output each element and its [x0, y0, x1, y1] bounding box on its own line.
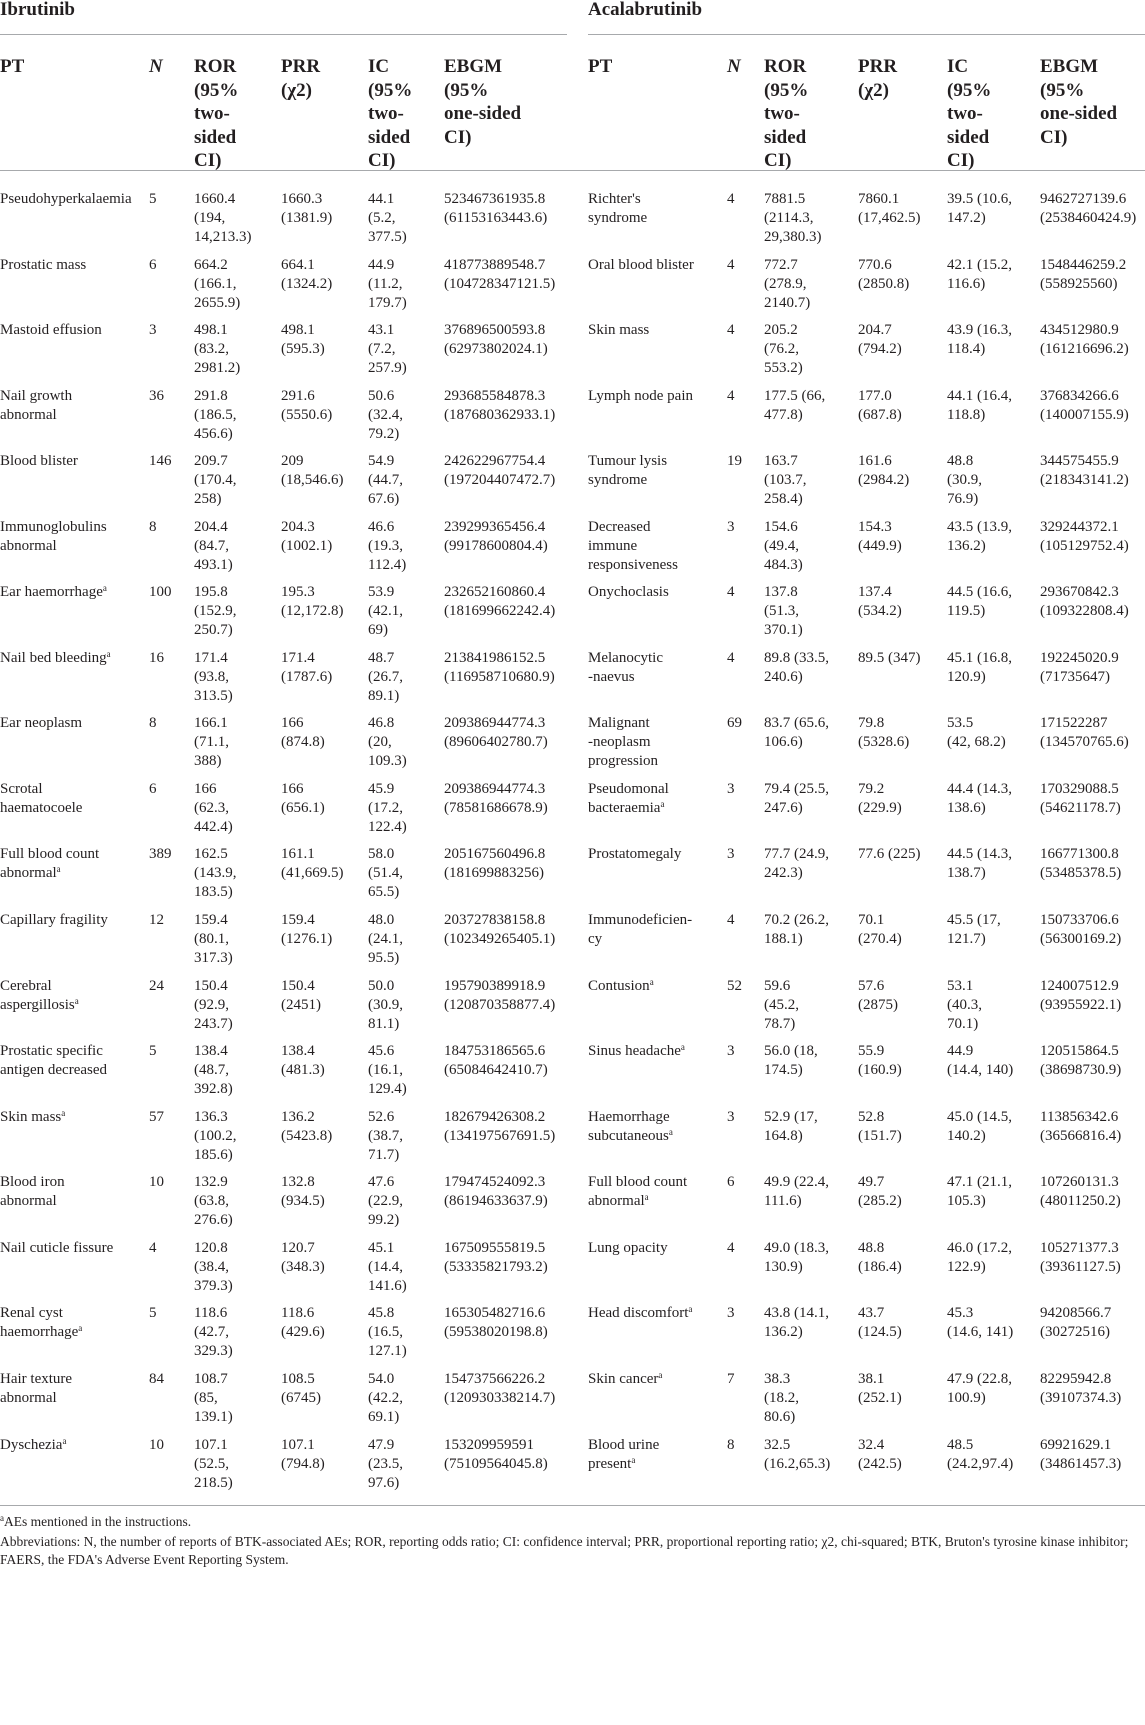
- cell-n-ibrutinib: 16: [149, 650, 164, 666]
- cell-pt-ibrutinib: Prostatic mass: [0, 257, 87, 273]
- cell-ror-ibrutinib: 162.5 (143.9, 183.5): [194, 846, 237, 900]
- cell-prr-ibrutinib: 138.4 (481.3): [281, 1043, 325, 1078]
- cell-ror-acalabrutinib: 205.2 (76.2, 553.2): [764, 322, 803, 376]
- cell-n-acalabrutinib: 19: [727, 453, 742, 469]
- footnote-mark: a: [56, 864, 61, 874]
- cell-prr-acalabrutinib: 79.2 (229.9): [858, 781, 902, 816]
- cell-prr-acalabrutinib: 154.3 (449.9): [858, 519, 902, 554]
- cell-pt-ibrutinib: Hair texture abnormal: [0, 1371, 73, 1406]
- cell-ic-ibrutinib: 46.8 (20, 109.3): [368, 715, 407, 769]
- col-header-n-acalabrutinib: N: [727, 56, 741, 77]
- cell-pt-ibrutinib: Full blood count abnormal$^a$: [0, 846, 100, 881]
- cell-prr-ibrutinib: 118.6 (429.6): [281, 1305, 325, 1340]
- cell-ic-acalabrutinib: 42.1 (15.2, 116.6): [947, 257, 1012, 292]
- cell-ic-acalabrutinib: 39.5 (10.6, 147.2): [947, 191, 1012, 226]
- cell-pt-ibrutinib: Mastoid effusion: [0, 322, 102, 338]
- cell-ror-acalabrutinib: 70.2 (26.2, 188.1): [764, 912, 829, 947]
- cell-ic-acalabrutinib: 45.3 (14.6, 141): [947, 1305, 1014, 1340]
- cell-ebgm-acalabrutinib: 113856342.6 (36566816.4): [1040, 1109, 1122, 1144]
- cell-ebgm-ibrutinib: 205167560496.8 (181699883256): [444, 846, 546, 881]
- cell-pt-acalabrutinib: Decreased immune responsiveness: [588, 519, 678, 573]
- cell-ebgm-acalabrutinib: 1548446259.2 (558925560): [1040, 257, 1127, 292]
- cell-pt-acalabrutinib: Haemorrhage subcutaneous$^a$: [588, 1109, 673, 1144]
- cell-ror-acalabrutinib: 7881.5 (2114.3, 29,380.3): [764, 191, 822, 245]
- cell-prr-ibrutinib: 159.4 (1276.1): [281, 912, 333, 947]
- cell-pt-acalabrutinib: Contusion$^a$: [588, 977, 654, 994]
- cell-pt-acalabrutinib: Head discomfort$^a$: [588, 1304, 693, 1321]
- cell-ic-acalabrutinib: 46.0 (17.2, 122.9): [947, 1240, 1012, 1275]
- cell-prr-acalabrutinib: 49.7 (285.2): [858, 1174, 902, 1209]
- cell-ebgm-ibrutinib: 179474524092.3 (86194633637.9): [444, 1174, 548, 1209]
- cell-ror-acalabrutinib: 32.5 (16.2,65.3): [764, 1437, 831, 1472]
- cell-ror-ibrutinib: 291.8 (186.5, 456.6): [194, 388, 237, 442]
- cell-pt-ibrutinib: Ear neoplasm: [0, 715, 83, 731]
- cell-prr-acalabrutinib: 7860.1 (17,462.5): [858, 191, 921, 226]
- cell-ebgm-acalabrutinib: 150733706.6 (56300169.2): [1040, 912, 1122, 947]
- cell-n-ibrutinib: 5: [149, 191, 157, 207]
- cell-ic-acalabrutinib: 45.5 (17, 121.7): [947, 912, 1001, 947]
- cell-ebgm-acalabrutinib: 192245020.9 (71735647): [1040, 650, 1119, 685]
- cell-ic-ibrutinib: 47.9 (23.5, 97.6): [368, 1437, 403, 1491]
- footnote-a-text: AEs mentioned in the instructions.: [4, 1514, 192, 1529]
- cell-ic-ibrutinib: 44.1 (5.2, 377.5): [368, 191, 407, 245]
- cell-ebgm-acalabrutinib: 94208566.7 (30272516): [1040, 1305, 1112, 1340]
- cell-prr-acalabrutinib: 204.7 (794.2): [858, 322, 902, 357]
- cell-prr-ibrutinib: 498.1 (595.3): [281, 322, 325, 357]
- cell-ebgm-acalabrutinib: 171522287 (134570765.6): [1040, 715, 1129, 750]
- cell-pt-acalabrutinib: Prostatomegaly: [588, 846, 682, 862]
- cell-n-acalabrutinib: 3: [727, 781, 735, 797]
- cell-ebgm-acalabrutinib: 293670842.3 (109322808.4): [1040, 584, 1129, 619]
- cell-ror-ibrutinib: 136.3 (100.2, 185.6): [194, 1109, 237, 1163]
- cell-prr-ibrutinib: 132.8 (934.5): [281, 1174, 325, 1209]
- cell-ic-acalabrutinib: 45.0 (14.5, 140.2): [947, 1109, 1012, 1144]
- cell-prr-acalabrutinib: 77.6 (225): [858, 846, 921, 862]
- cell-n-acalabrutinib: 4: [727, 912, 735, 928]
- cell-ebgm-acalabrutinib: 9462727139.6 (2538460424.9): [1040, 191, 1137, 226]
- cell-ic-ibrutinib: 58.0 (51.4, 65.5): [368, 846, 403, 900]
- cell-pt-acalabrutinib: Tumour lysis syndrome: [588, 453, 668, 488]
- cell-pt-ibrutinib: Pseudohyperkalaemia: [0, 191, 132, 207]
- cell-ror-acalabrutinib: 49.9 (22.4, 111.6): [764, 1174, 829, 1209]
- cell-pt-acalabrutinib: Lymph node pain: [588, 388, 693, 404]
- cell-ebgm-acalabrutinib: 434512980.9 (161216696.2): [1040, 322, 1129, 357]
- group-underline: [0, 34, 567, 35]
- cell-pt-acalabrutinib: Pseudomonal bacteraemia$^a$: [588, 781, 669, 816]
- cell-n-acalabrutinib: 4: [727, 257, 735, 273]
- cell-n-acalabrutinib: 69: [727, 715, 742, 731]
- cell-ebgm-acalabrutinib: 69921629.1 (34861457.3): [1040, 1437, 1122, 1472]
- cell-n-ibrutinib: 5: [149, 1043, 157, 1059]
- footnote-mark: a: [658, 1370, 663, 1380]
- cell-n-acalabrutinib: 3: [727, 1109, 735, 1125]
- cell-ic-ibrutinib: 54.9 (44.7, 67.6): [368, 453, 403, 507]
- cell-ror-acalabrutinib: 177.5 (66, 477.8): [764, 388, 826, 423]
- header-rule: [0, 170, 1145, 171]
- cell-prr-ibrutinib: 209 (18,546.6): [281, 453, 344, 488]
- cell-ror-ibrutinib: 132.9 (63.8, 276.6): [194, 1174, 233, 1228]
- group-title-acalabrutinib: Acalabrutinib: [588, 0, 703, 20]
- cell-n-acalabrutinib: 4: [727, 584, 735, 600]
- group-title-ibrutinib: Ibrutinib: [0, 0, 75, 20]
- cell-ror-ibrutinib: 120.8 (38.4, 379.3): [194, 1240, 233, 1294]
- footnote-mark: a: [631, 1455, 636, 1465]
- cell-ebgm-ibrutinib: 209386944774.3 (78581686678.9): [444, 781, 548, 816]
- cell-n-ibrutinib: 10: [149, 1174, 164, 1190]
- cell-ror-acalabrutinib: 38.3 (18.2, 80.6): [764, 1371, 799, 1425]
- cell-prr-ibrutinib: 664.1 (1324.2): [281, 257, 333, 292]
- cell-n-ibrutinib: 84: [149, 1371, 164, 1387]
- cell-pt-acalabrutinib: Oral blood blister: [588, 257, 694, 273]
- cell-n-ibrutinib: 24: [149, 978, 164, 994]
- cell-prr-ibrutinib: 120.7 (348.3): [281, 1240, 325, 1275]
- cell-ror-ibrutinib: 166.1 (71.1, 388): [194, 715, 229, 769]
- col-header-prr-acalabrutinib: PRR (χ2): [858, 56, 898, 101]
- cell-ebgm-ibrutinib: 293685584878.3 (187680362933.1): [444, 388, 556, 423]
- cell-ic-ibrutinib: 43.1 (7.2, 257.9): [368, 322, 407, 376]
- cell-ebgm-ibrutinib: 239299365456.4 (99178600804.4): [444, 519, 548, 554]
- cell-prr-ibrutinib: 161.1 (41,669.5): [281, 846, 344, 881]
- footnote-mark: a: [680, 1042, 685, 1052]
- cell-ebgm-acalabrutinib: 329244372.1 (105129752.4): [1040, 519, 1129, 554]
- cell-prr-acalabrutinib: 177.0 (687.8): [858, 388, 902, 423]
- footnote-mark: a: [668, 1127, 673, 1137]
- cell-n-acalabrutinib: 6: [727, 1174, 735, 1190]
- cell-ror-ibrutinib: 108.7 (85, 139.1): [194, 1371, 233, 1425]
- cell-ror-acalabrutinib: 43.8 (14.1, 136.2): [764, 1305, 829, 1340]
- cell-ror-ibrutinib: 498.1 (83.2, 2981.2): [194, 322, 241, 376]
- cell-ic-acalabrutinib: 48.8 (30.9, 76.9): [947, 453, 982, 507]
- cell-ebgm-ibrutinib: 213841986152.5 (116958710680.9): [444, 650, 555, 685]
- footnote-mark: a: [649, 977, 654, 987]
- cell-pt-ibrutinib: Dyschezia$^a$: [0, 1436, 67, 1453]
- cell-ic-acalabrutinib: 47.9 (22.8, 100.9): [947, 1371, 1012, 1406]
- cell-n-ibrutinib: 10: [149, 1437, 164, 1453]
- cell-ror-acalabrutinib: 772.7 (278.9, 2140.7): [764, 257, 811, 311]
- cell-n-ibrutinib: 3: [149, 322, 157, 338]
- cell-prr-acalabrutinib: 161.6 (2984.2): [858, 453, 910, 488]
- cell-prr-ibrutinib: 150.4 (2451): [281, 978, 321, 1013]
- cell-ror-acalabrutinib: 83.7 (65.6, 106.6): [764, 715, 829, 750]
- cell-ebgm-ibrutinib: 195790389918.9 (120870358877.4): [444, 978, 556, 1013]
- cell-n-ibrutinib: 6: [149, 257, 157, 273]
- cell-ic-acalabrutinib: 43.9 (16.3, 118.4): [947, 322, 1012, 357]
- cell-ror-ibrutinib: 1660.4 (194, 14,213.3): [194, 191, 252, 245]
- cell-ror-acalabrutinib: 56.0 (18, 174.5): [764, 1043, 818, 1078]
- cell-ic-acalabrutinib: 44.5 (14.3, 138.7): [947, 846, 1012, 881]
- cell-ic-acalabrutinib: 44.4 (14.3, 138.6): [947, 781, 1012, 816]
- cell-ic-ibrutinib: 45.8 (16.5, 127.1): [368, 1305, 407, 1359]
- cell-n-acalabrutinib: 52: [727, 978, 742, 994]
- cell-ic-acalabrutinib: 44.5 (16.6, 119.5): [947, 584, 1012, 619]
- cell-pt-acalabrutinib: Melanocytic -naevus: [588, 650, 663, 685]
- cell-n-acalabrutinib: 7: [727, 1371, 735, 1387]
- cell-n-ibrutinib: 8: [149, 519, 157, 535]
- group-underline: [588, 34, 1145, 35]
- cell-ror-ibrutinib: 150.4 (92.9, 243.7): [194, 978, 233, 1032]
- footnote-mark: a: [62, 1436, 67, 1446]
- group-header-acalabrutinib: [588, 0, 1145, 36]
- cell-n-acalabrutinib: 4: [727, 191, 735, 207]
- cell-ror-acalabrutinib: 77.7 (24.9, 242.3): [764, 846, 829, 881]
- col-header-pt-acalabrutinib: PT: [588, 56, 613, 77]
- cell-ror-ibrutinib: 166 (62.3, 442.4): [194, 781, 233, 835]
- cell-pt-ibrutinib: Renal cyst haemorrhage$^a$: [0, 1305, 83, 1340]
- cell-pt-ibrutinib: Prostatic specific antigen decreased: [0, 1043, 108, 1078]
- cell-ebgm-acalabrutinib: 124007512.9 (93955922.1): [1040, 978, 1122, 1013]
- cell-ebgm-acalabrutinib: 166771300.8 (53485378.5): [1040, 846, 1122, 881]
- col-header-ic-acalabrutinib: IC (95% two- sided CI): [947, 56, 992, 171]
- cell-ic-ibrutinib: 50.6 (32.4, 79.2): [368, 388, 403, 442]
- cell-ic-ibrutinib: 44.9 (11.2, 179.7): [368, 257, 407, 311]
- cell-ic-ibrutinib: 53.9 (42.1, 69): [368, 584, 403, 638]
- cell-pt-ibrutinib: Nail growth abnormal: [0, 388, 73, 423]
- cell-ror-ibrutinib: 159.4 (80.1, 317.3): [194, 912, 233, 966]
- cell-prr-ibrutinib: 166 (656.1): [281, 781, 325, 816]
- cell-ror-acalabrutinib: 154.6 (49.4, 484.3): [764, 519, 803, 573]
- cell-n-ibrutinib: 4: [149, 1240, 157, 1256]
- cell-ror-ibrutinib: 664.2 (166.1, 2655.9): [194, 257, 241, 311]
- cell-pt-acalabrutinib: Immunodeficien- cy: [588, 912, 693, 947]
- cell-ic-acalabrutinib: 53.1 (40.3, 70.1): [947, 978, 982, 1032]
- col-header-prr-ibrutinib: PRR (χ2): [281, 56, 321, 101]
- cell-pt-acalabrutinib: Onychoclasis: [588, 584, 669, 600]
- cell-ebgm-ibrutinib: 418773889548.7 (104728347121.5): [444, 257, 556, 292]
- col-header-n-ibrutinib: N: [149, 56, 163, 77]
- cell-n-ibrutinib: 100: [149, 584, 172, 600]
- cell-ror-acalabrutinib: 137.8 (51.3, 370.1): [764, 584, 803, 638]
- cell-prr-ibrutinib: 108.5 (6745): [281, 1371, 321, 1406]
- cell-ic-acalabrutinib: 44.9 (14.4, 140): [947, 1043, 1014, 1078]
- cell-ror-ibrutinib: 138.4 (48.7, 392.8): [194, 1043, 233, 1097]
- cell-n-acalabrutinib: 3: [727, 846, 735, 862]
- cell-prr-acalabrutinib: 89.5 (347): [858, 650, 921, 666]
- cell-n-ibrutinib: 6: [149, 781, 157, 797]
- cell-ic-ibrutinib: 46.6 (19.3, 112.4): [368, 519, 407, 573]
- cell-ebgm-acalabrutinib: 344575455.9 (218343141.2): [1040, 453, 1129, 488]
- cell-prr-acalabrutinib: 43.7 (124.5): [858, 1305, 902, 1340]
- table-bottom-rule: [0, 1505, 1145, 1506]
- cell-ic-ibrutinib: 45.6 (16.1, 129.4): [368, 1043, 407, 1097]
- footnote-mark: a: [688, 1304, 693, 1314]
- cell-n-acalabrutinib: 4: [727, 388, 735, 404]
- cell-pt-ibrutinib: Blood iron abnormal: [0, 1174, 65, 1209]
- cell-prr-acalabrutinib: 70.1 (270.4): [858, 912, 902, 947]
- cell-prr-acalabrutinib: 32.4 (242.5): [858, 1437, 902, 1472]
- footnote-mark: a: [0, 1513, 4, 1523]
- cell-ror-acalabrutinib: 79.4 (25.5, 247.6): [764, 781, 829, 816]
- cell-ic-ibrutinib: 48.0 (24.1, 95.5): [368, 912, 403, 966]
- cell-ic-ibrutinib: 45.9 (17.2, 122.4): [368, 781, 407, 835]
- cell-ic-acalabrutinib: 45.1 (16.8, 120.9): [947, 650, 1012, 685]
- cell-ror-acalabrutinib: 49.0 (18.3, 130.9): [764, 1240, 829, 1275]
- cell-ic-ibrutinib: 45.1 (14.4, 141.6): [368, 1240, 407, 1294]
- footnote-abbreviations: Abbreviations: N, the number of reports of BTK-associated AEs; ROR, reporting odds ratio; CI: confidence interval; PRR, proportional reporting ratio; χ2, chi-squared; BTK, Bruton's tyrosine kinase inhibitor; FAERS, the FDA's Adverse Event Reporting System.: [0, 1534, 1129, 1567]
- cell-ebgm-ibrutinib: 376896500593.8 (62973802024.1): [444, 322, 548, 357]
- cell-ebgm-ibrutinib: 232652160860.4 (181699662242.4): [444, 584, 556, 619]
- footnote-mark: a: [102, 583, 107, 593]
- cell-ebgm-ibrutinib: 209386944774.3 (89606402780.7): [444, 715, 548, 750]
- cell-prr-acalabrutinib: 79.8 (5328.6): [858, 715, 910, 750]
- group-header-ibrutinib: [0, 0, 567, 36]
- cell-ror-acalabrutinib: 163.7 (103.7, 258.4): [764, 453, 807, 507]
- cell-n-acalabrutinib: 3: [727, 519, 735, 535]
- col-header-ror-acalabrutinib: ROR (95% two- sided CI): [764, 56, 809, 171]
- cell-ebgm-acalabrutinib: 107260131.3 (48011250.2): [1040, 1174, 1121, 1209]
- cell-pt-acalabrutinib: Blood urine present$^a$: [588, 1437, 660, 1472]
- cell-ebgm-ibrutinib: 165305482716.6 (59538020198.8): [444, 1305, 548, 1340]
- cell-ror-acalabrutinib: 59.6 (45.2, 78.7): [764, 978, 799, 1032]
- cell-ebgm-ibrutinib: 153209959591 (75109564045.8): [444, 1437, 548, 1472]
- cell-n-ibrutinib: 12: [149, 912, 164, 928]
- cell-pt-ibrutinib: Skin mass$^a$: [0, 1108, 66, 1125]
- cell-ebgm-acalabrutinib: 120515864.5 (38698730.9): [1040, 1043, 1122, 1078]
- cell-n-acalabrutinib: 4: [727, 1240, 735, 1256]
- cell-pt-ibrutinib: Nail cuticle fissure: [0, 1240, 114, 1256]
- cell-pt-acalabrutinib: Skin cancer$^a$: [588, 1370, 663, 1387]
- cell-ror-acalabrutinib: 89.8 (33.5, 240.6): [764, 650, 829, 685]
- cell-pt-acalabrutinib: Skin mass: [588, 322, 650, 338]
- cell-ebgm-ibrutinib: 182679426308.2 (134197567691.5): [444, 1109, 556, 1144]
- cell-ror-ibrutinib: 118.6 (42.7, 329.3): [194, 1305, 233, 1359]
- cell-ic-ibrutinib: 50.0 (30.9, 81.1): [368, 978, 403, 1032]
- cell-prr-ibrutinib: 166 (874.8): [281, 715, 325, 750]
- cell-n-acalabrutinib: 4: [727, 322, 735, 338]
- cell-ror-ibrutinib: 171.4 (93.8, 313.5): [194, 650, 233, 704]
- footnote-mark: a: [78, 1323, 83, 1333]
- cell-pt-acalabrutinib: Sinus headache$^a$: [588, 1042, 685, 1059]
- cell-ic-ibrutinib: 54.0 (42.2, 69.1): [368, 1371, 403, 1425]
- cell-ror-ibrutinib: 195.8 (152.9, 250.7): [194, 584, 237, 638]
- cell-n-acalabrutinib: 3: [727, 1305, 735, 1321]
- cell-prr-ibrutinib: 171.4 (1787.6): [281, 650, 333, 685]
- cell-prr-acalabrutinib: 770.6 (2850.8): [858, 257, 910, 292]
- cell-n-acalabrutinib: 3: [727, 1043, 735, 1059]
- cell-pt-ibrutinib: Cerebral aspergillosis$^a$: [0, 978, 79, 1013]
- cell-ic-acalabrutinib: 43.5 (13.9, 136.2): [947, 519, 1012, 554]
- cell-prr-ibrutinib: 1660.3 (1381.9): [281, 191, 333, 226]
- footnote-mark: a: [74, 996, 79, 1006]
- cell-ebgm-ibrutinib: 523467361935.8 (61153163443.6): [444, 191, 548, 226]
- cell-n-acalabrutinib: 8: [727, 1437, 735, 1453]
- col-header-ebgm-ibrutinib: EBGM (95% one-sided CI): [444, 56, 522, 148]
- cell-n-ibrutinib: 36: [149, 388, 164, 404]
- cell-ebgm-acalabrutinib: 105271377.3 (39361127.5): [1040, 1240, 1121, 1275]
- col-header-ebgm-acalabrutinib: EBGM (95% one-sided CI): [1040, 56, 1118, 148]
- cell-pt-acalabrutinib: Malignant -neoplasm progression: [588, 715, 658, 769]
- cell-pt-acalabrutinib: Full blood count abnormal$^a$: [588, 1174, 688, 1209]
- cell-ebgm-acalabrutinib: 82295942.8 (39107374.3): [1040, 1371, 1122, 1406]
- cell-n-ibrutinib: 5: [149, 1305, 157, 1321]
- cell-ror-ibrutinib: 107.1 (52.5, 218.5): [194, 1437, 233, 1491]
- cell-n-acalabrutinib: 4: [727, 650, 735, 666]
- cell-pt-acalabrutinib: Lung opacity: [588, 1240, 668, 1256]
- cell-n-ibrutinib: 8: [149, 715, 157, 731]
- cell-prr-ibrutinib: 195.3 (12,172.8): [281, 584, 344, 619]
- cell-ic-acalabrutinib: 53.5 (42, 68.2): [947, 715, 1006, 750]
- cell-prr-acalabrutinib: 57.6 (2875): [858, 978, 898, 1013]
- cell-ic-ibrutinib: 52.6 (38.7, 71.7): [368, 1109, 403, 1163]
- cell-ebgm-acalabrutinib: 376834266.6 (140007155.9): [1040, 388, 1129, 423]
- cell-ror-acalabrutinib: 52.9 (17, 164.8): [764, 1109, 818, 1144]
- cell-pt-ibrutinib: Blood blister: [0, 453, 78, 469]
- cell-prr-ibrutinib: 136.2 (5423.8): [281, 1109, 333, 1144]
- cell-ebgm-ibrutinib: 154737566226.2 (120930338214.7): [444, 1371, 556, 1406]
- cell-ic-acalabrutinib: 48.5 (24.2,97.4): [947, 1437, 1014, 1472]
- cell-pt-ibrutinib: Scrotal haematocoele: [0, 781, 83, 816]
- footnote-mark: a: [660, 799, 665, 809]
- cell-prr-acalabrutinib: 48.8 (186.4): [858, 1240, 902, 1275]
- cell-prr-acalabrutinib: 55.9 (160.9): [858, 1043, 902, 1078]
- cell-ror-ibrutinib: 209.7 (170.4, 258): [194, 453, 237, 507]
- cell-ror-ibrutinib: 204.4 (84.7, 493.1): [194, 519, 233, 573]
- footnote-mark: a: [644, 1192, 649, 1202]
- cell-ebgm-acalabrutinib: 170329088.5 (54621178.7): [1040, 781, 1121, 816]
- cell-ic-ibrutinib: 48.7 (26.7, 89.1): [368, 650, 403, 704]
- cell-prr-ibrutinib: 291.6 (5550.6): [281, 388, 333, 423]
- col-header-ic-ibrutinib: IC (95% two- sided CI): [368, 56, 413, 171]
- footnote-a: [0, 1513, 1145, 1531]
- cell-ic-ibrutinib: 47.6 (22.9, 99.2): [368, 1174, 403, 1228]
- cell-ebgm-ibrutinib: 167509555819.5 (53335821793.2): [444, 1240, 548, 1275]
- footnote-mark: a: [106, 649, 111, 659]
- cell-prr-ibrutinib: 204.3 (1002.1): [281, 519, 333, 554]
- cell-ebgm-ibrutinib: 242622967754.4 (197204407472.7): [444, 453, 556, 488]
- cell-prr-acalabrutinib: 52.8 (151.7): [858, 1109, 902, 1144]
- cell-pt-ibrutinib: Nail bed bleeding$^a$: [0, 649, 111, 666]
- col-header-pt-ibrutinib: PT: [0, 56, 25, 77]
- cell-ebgm-ibrutinib: 184753186565.6 (65084642410.7): [444, 1043, 548, 1078]
- cell-pt-ibrutinib: Immunoglobulins abnormal: [0, 519, 107, 554]
- cell-n-ibrutinib: 57: [149, 1109, 164, 1125]
- cell-ic-acalabrutinib: 47.1 (21.1, 105.3): [947, 1174, 1012, 1209]
- cell-ebgm-ibrutinib: 203727838158.8 (102349265405.1): [444, 912, 556, 947]
- cell-prr-ibrutinib: 107.1 (794.8): [281, 1437, 325, 1472]
- cell-pt-acalabrutinib: Richter's syndrome: [588, 191, 648, 226]
- cell-prr-acalabrutinib: 38.1 (252.1): [858, 1371, 902, 1406]
- col-header-ror-ibrutinib: ROR (95% two- sided CI): [194, 56, 239, 171]
- cell-pt-ibrutinib: Ear haemorrhage$^a$: [0, 583, 107, 600]
- cell-ic-acalabrutinib: 44.1 (16.4, 118.8): [947, 388, 1012, 423]
- cell-pt-ibrutinib: Capillary fragility: [0, 912, 108, 928]
- footnote-mark: a: [61, 1108, 66, 1118]
- cell-prr-acalabrutinib: 137.4 (534.2): [858, 584, 902, 619]
- cell-n-ibrutinib: 389: [149, 846, 172, 862]
- cell-n-ibrutinib: 146: [149, 453, 172, 469]
